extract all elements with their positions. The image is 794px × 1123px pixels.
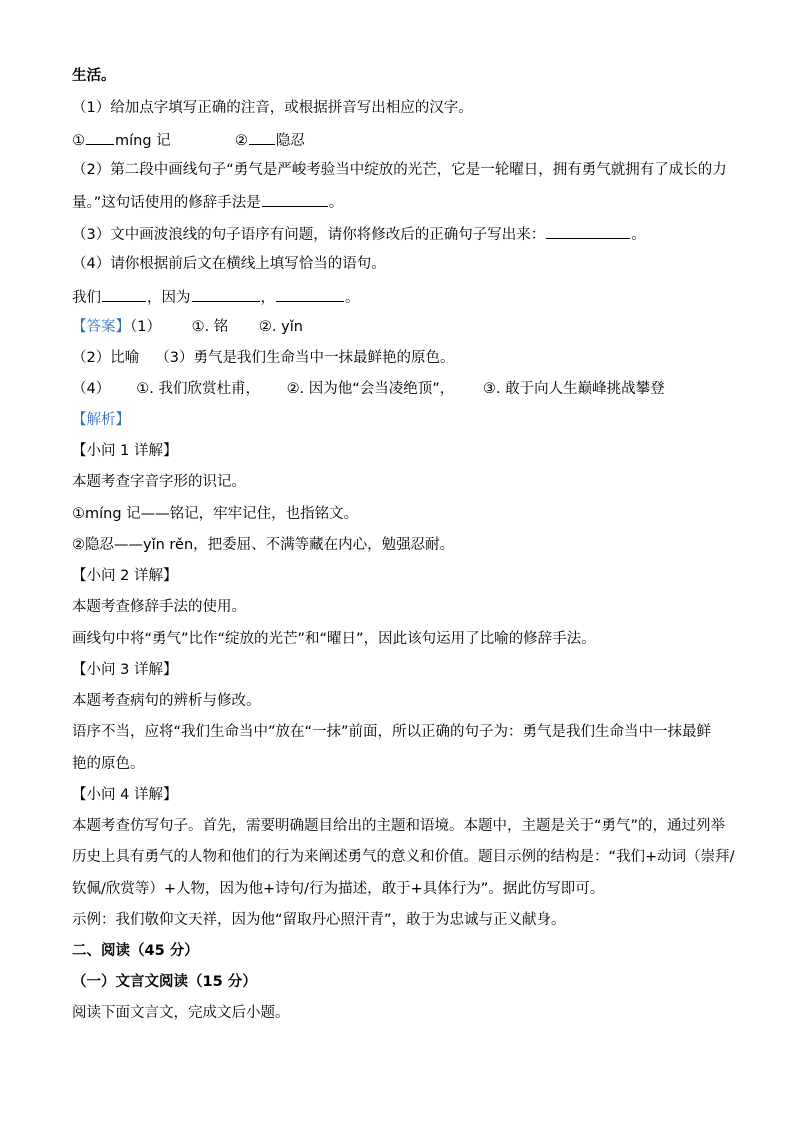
text-line: 本题考查修辞手法的使用。 bbox=[72, 599, 246, 615]
text-line: 本题考查仿写句子。首先，需要明确题目给出的主题和语境。本题中，主题是关于“勇气”的，通过列举 bbox=[72, 818, 726, 834]
text-line: 历史上具有勇气的人物和他们的行为来阐述勇气的意义和价值。题目示例的结构是：“我们+动词（崇拜/ bbox=[72, 849, 735, 865]
section-heading: 【小问 3 详解】 bbox=[72, 662, 178, 678]
text-line: 本题考查字音字形的识记。 bbox=[72, 474, 246, 490]
answer-label: 【答案】 bbox=[72, 319, 130, 335]
text-line: 本题考查病句的辨析与修改。 bbox=[72, 693, 261, 709]
answer-blank bbox=[86, 130, 114, 145]
question-1-prompt: （1）给加点字填写正确的注音，或根据拼音写出相应的汉字。 bbox=[72, 100, 473, 116]
answer-blank bbox=[546, 224, 630, 239]
question-3-prompt: （3）文中画波浪线的句子语序有问题，请你将修改后的正确句子写出来： 。 bbox=[72, 224, 646, 244]
question-4-template: 我们 ，因为 ， 。 bbox=[72, 287, 360, 307]
part-heading: 二、阅读（45 分） bbox=[72, 943, 199, 959]
analysis-label: 【解析】 bbox=[72, 412, 130, 428]
section-heading: 【小问 2 详解】 bbox=[72, 568, 178, 584]
question-1-items: ① míng 记 ② 隐忍 bbox=[72, 130, 305, 150]
answer-blank bbox=[249, 130, 275, 145]
text-line: 示例：我们敬仰文天祥，因为他“留取丹心照汗青”，敢于为忠诚与正义献身。 bbox=[72, 912, 566, 928]
section-heading: 【小问 1 详解】 bbox=[72, 443, 178, 459]
text-line: 画线句中将“勇气”比作“绽放的光芒”和“曜日”，因此该句运用了比喻的修辞手法。 bbox=[72, 631, 596, 647]
text-line: 阅读下面文言文，完成文后小题。 bbox=[72, 1005, 290, 1021]
answer-blank bbox=[262, 192, 328, 207]
answer-blank bbox=[102, 287, 146, 302]
answer-line: 【答案】（1） ①. 铭 ②. yǐn bbox=[72, 319, 303, 335]
text-line: ①míng 记——铭记，牢牢记住，也指铭文。 bbox=[72, 506, 359, 522]
question-2-prompt-cont: 量。”这句话使用的修辞手法是 。 bbox=[72, 192, 343, 212]
subsection-heading: （一）文言文阅读（15 分） bbox=[72, 974, 257, 990]
answer-line: （2）比喻 （3）勇气是我们生命当中一抹最鲜艳的原色。 bbox=[72, 350, 455, 366]
line-text: 生活。 bbox=[72, 68, 116, 84]
answer-blank bbox=[192, 287, 260, 302]
answer-blank bbox=[276, 287, 344, 302]
question-2-prompt: （2）第二段中画线句子“勇气是严峻考验当中绽放的光芒，它是一轮曜日，拥有勇气就拥有了成长的力 bbox=[72, 162, 727, 178]
text-line: 艳的原色。 bbox=[72, 756, 145, 772]
question-4-prompt: （4）请你根据前后文在横线上填写恰当的语句。 bbox=[72, 256, 386, 272]
text-line: 钦佩/欣赏等）+人物，因为他+诗句/行为描述，敢于+具体行为”。据此仿写即可。 bbox=[72, 881, 605, 897]
text-line bbox=[72, 67, 116, 85]
text-line: 语序不当，应将“我们生命当中”放在“一抹”前面，所以正确的句子为：勇气是我们生命当中一抹最鲜 bbox=[72, 724, 712, 740]
answer-line: （4） ①. 我们欣赏杜甫， ②. 因为他“会当凌绝顶”， ③. 敢于向人生巅峰挑战攀登 bbox=[72, 381, 665, 397]
section-heading: 【小问 4 详解】 bbox=[72, 787, 178, 803]
text-line: ②隐忍——yǐn rěn，把委屈、不满等藏在内心，勉强忍耐。 bbox=[72, 537, 455, 553]
